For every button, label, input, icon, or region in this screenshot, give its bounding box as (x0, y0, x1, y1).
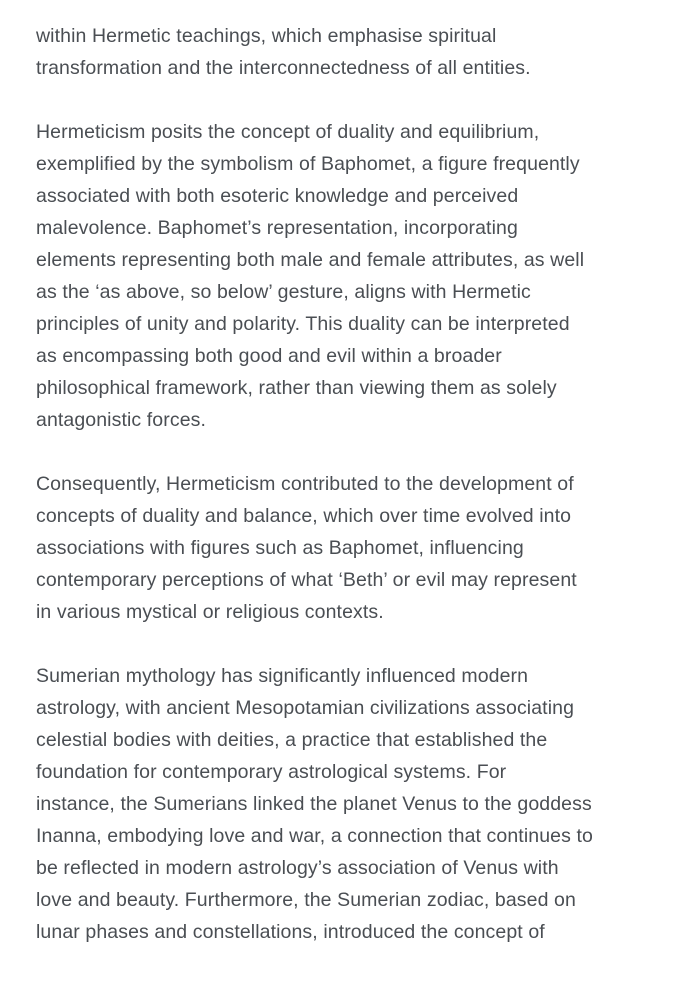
paragraph-hermetic-teachings (36, 20, 669, 84)
text-line: astrology, with ancient Mesopotamian civilizations associating (36, 697, 575, 719)
text-line: as encompassing both good and evil within a broader (36, 345, 502, 367)
text-line: in various mystical or religious contexts. (36, 601, 384, 623)
text-line: Inanna, embodying love and war, a connection that continues to (36, 825, 593, 847)
paragraph-hermeticism-duality (36, 116, 669, 436)
text-line: Consequently, Hermeticism contributed to the development of (36, 473, 574, 495)
text-line: Sumerian mythology has significantly influenced modern (36, 665, 529, 687)
text-line: within Hermetic teachings, which emphasise spiritual (36, 25, 497, 47)
text-line: lunar phases and constellations, introduced the concept of (36, 921, 545, 943)
text-line: Hermeticism posits the concept of duality and equilibrium, (36, 121, 540, 143)
text-line: love and beauty. Furthermore, the Sumerian zodiac, based on (36, 889, 576, 911)
text-line: as the ‘as above, so below’ gesture, aligns with Hermetic (36, 281, 531, 303)
text-line: be reflected in modern astrology’s association of Venus with (36, 857, 559, 879)
text-line: instance, the Sumerians linked the planet Venus to the goddess (36, 793, 592, 815)
text-line: transformation and the interconnectedness of all entities. (36, 57, 531, 79)
text-line: antagonistic forces. (36, 409, 207, 431)
text-line: associations with figures such as Baphomet, influencing (36, 537, 524, 559)
text-line: exemplified by the symbolism of Baphomet, a figure frequently (36, 153, 580, 175)
text-line: principles of unity and polarity. This duality can be interpreted (36, 313, 570, 335)
paragraph-sumerian-mythology (36, 660, 669, 948)
text-line: philosophical framework, rather than viewing them as solely (36, 377, 557, 399)
text-line: elements representing both male and female attributes, as well (36, 249, 585, 271)
text-line: associated with both esoteric knowledge and perceived (36, 185, 519, 207)
text-line: celestial bodies with deities, a practice that established the (36, 729, 548, 751)
text-line: concepts of duality and balance, which over time evolved into (36, 505, 572, 527)
text-line: foundation for contemporary astrological systems. For (36, 761, 507, 783)
text-line: contemporary perceptions of what ‘Beth’ or evil may represent (36, 569, 577, 591)
paragraph-duality-balance (36, 468, 669, 628)
text-line: malevolence. Baphomet’s representation, incorporating (36, 217, 518, 239)
